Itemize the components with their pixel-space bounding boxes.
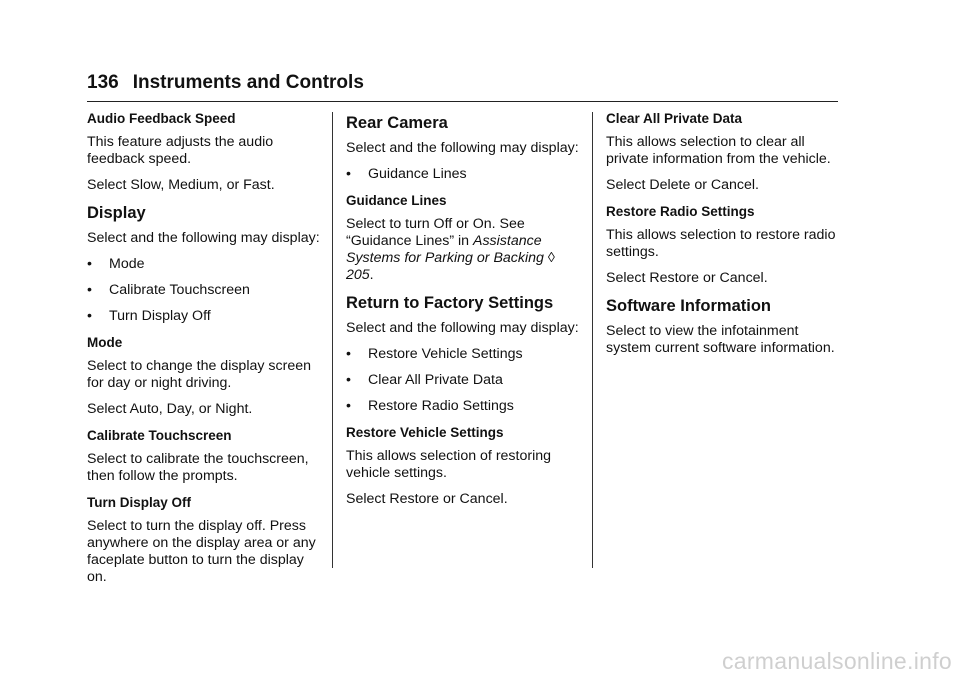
- paragraph: This allows selection to clear all private information from the vehicle.: [606, 134, 831, 167]
- subheading-turn-display-off: Turn Display Off: [87, 495, 192, 510]
- list-item: • Guidance Lines: [346, 166, 467, 182]
- page-header: [87, 71, 364, 95]
- column-divider-1: [332, 112, 333, 568]
- column-1: [87, 110, 327, 595]
- paragraph: Select Delete or Cancel.: [606, 177, 759, 193]
- paragraph: Select Slow, Medium, or Fast.: [87, 177, 275, 193]
- cross-reference-link[interactable]: Assistance Systems for Parking or Backing: [346, 233, 544, 266]
- column-3: [606, 110, 846, 366]
- paragraph: Select to calibrate the touchscreen, then follow the prompts.: [87, 451, 309, 484]
- subheading-clear-all-private-data: Clear All Private Data: [606, 111, 743, 126]
- subheading-audio-feedback-speed: Audio Feedback Speed: [87, 111, 236, 126]
- list-item: • Clear All Private Data: [346, 372, 503, 388]
- list-item: • Restore Radio Settings: [346, 398, 514, 414]
- paragraph: Select to view the infotainment system current software information.: [606, 323, 835, 356]
- bullet-icon: •: [346, 372, 351, 388]
- paragraph: Select Auto, Day, or Night.: [87, 401, 253, 417]
- page-ref-number[interactable]: 205: [346, 267, 370, 283]
- header-rule: [87, 101, 838, 102]
- list-item: • Turn Display Off: [87, 308, 211, 324]
- paragraph: Select and the following may display:: [87, 230, 320, 246]
- page-number: 136: [87, 72, 119, 93]
- paragraph: Select Restore or Cancel.: [606, 270, 768, 286]
- bullet-icon: •: [346, 398, 351, 414]
- subheading-restore-radio-settings: Restore Radio Settings: [606, 204, 755, 219]
- subheading-restore-vehicle-settings: Restore Vehicle Settings: [346, 425, 504, 440]
- page-ref-icon: ◊: [547, 250, 555, 266]
- bullet-icon: •: [87, 308, 92, 324]
- paragraph: This feature adjusts the audio feedback speed.: [87, 134, 274, 167]
- column-2: [346, 110, 584, 517]
- list-item: • Restore Vehicle Settings: [346, 346, 523, 362]
- paragraph: Select and the following may display:: [346, 320, 579, 336]
- subheading-mode: Mode: [87, 335, 123, 350]
- paragraph: This allows selection of restoring vehicle settings.: [346, 448, 552, 481]
- list-item: • Mode: [87, 256, 145, 272]
- heading-rear-camera: Rear Camera: [346, 114, 448, 132]
- paragraph: This allows selection to restore radio settings.: [606, 227, 836, 260]
- heading-return-to-factory-settings: Return to Factory Settings: [346, 294, 554, 312]
- subheading-guidance-lines: Guidance Lines: [346, 193, 447, 208]
- paragraph: Select and the following may display:: [346, 140, 579, 156]
- paragraph: Select to turn the display off. Press anywhere on the display area or any faceplate button to turn the display on.: [87, 518, 316, 585]
- bullet-icon: •: [87, 256, 92, 272]
- heading-display: Display: [87, 204, 146, 222]
- bullet-icon: •: [346, 346, 351, 362]
- watermark: carmanualsonline.info: [721, 648, 952, 674]
- column-divider-2: [592, 112, 593, 568]
- bullet-icon: •: [87, 282, 92, 298]
- heading-software-information: Software Information: [606, 297, 772, 315]
- bullet-icon: •: [346, 166, 351, 182]
- paragraph: Select Restore or Cancel.: [346, 491, 508, 507]
- paragraph: Select to change the display screen for day or night driving.: [87, 358, 311, 391]
- section-title: Instruments and Controls: [132, 72, 364, 93]
- list-item: • Calibrate Touchscreen: [87, 282, 250, 298]
- subheading-calibrate-touchscreen: Calibrate Touchscreen: [87, 428, 232, 443]
- paragraph-guidance-reference: Select to turn Off or On. See “Guidance Lines” in Assistance Systems for Parking or Backing ◊ 205.: [346, 216, 555, 283]
